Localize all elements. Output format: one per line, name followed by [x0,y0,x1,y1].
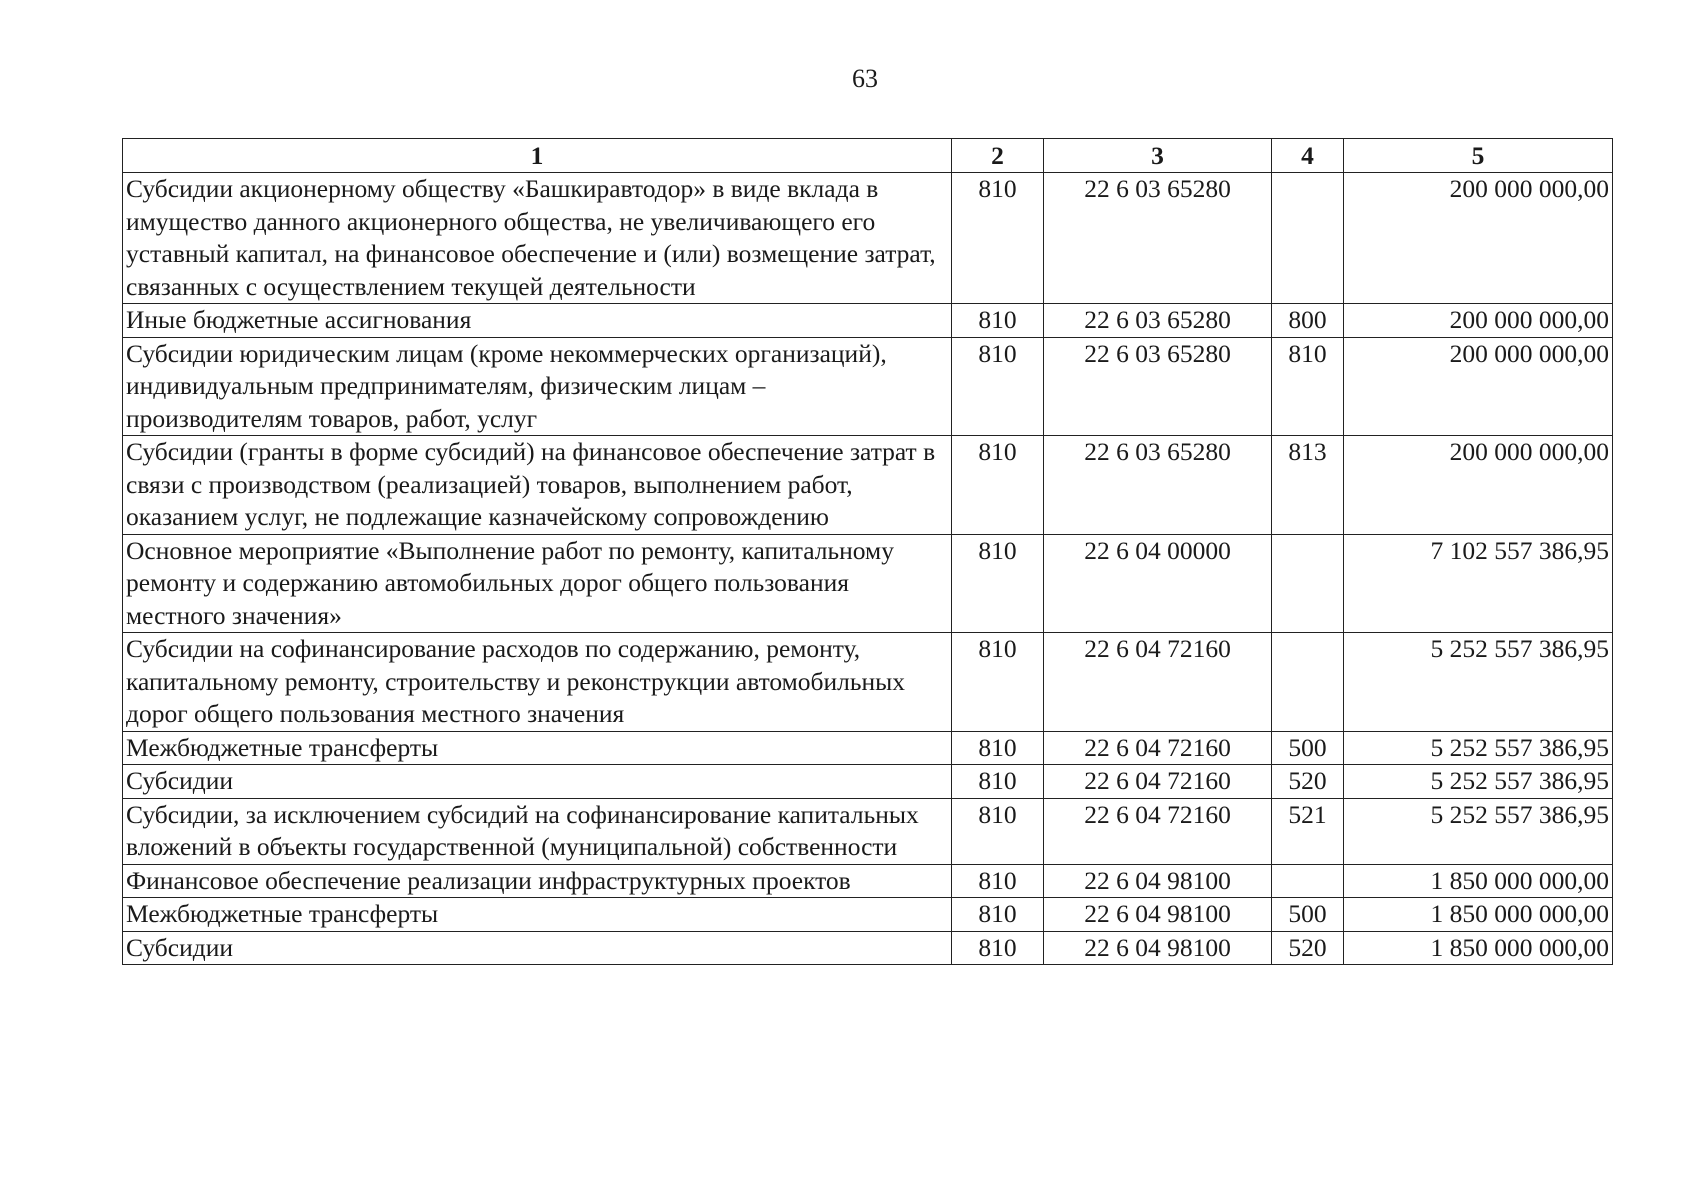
row-description: Субсидии акционерному обществу «Башкиравтодор» в виде вклада в имущество данного акционерного общества, не увеличивающего его уставный капитал, на финансовое обеспечение и (или) возмещение затрат, связанных с осуществлением текущей деятельности [123,173,952,304]
row-target-code: 22 6 03 65280 [1044,173,1272,304]
row-description: Субсидии, за исключением субсидий на софинансирование капитальных вложений в объекты государственной (муниципальной) собственности [123,798,952,864]
row-description: Субсидии [123,931,952,965]
row-description: Межбюджетные трансферты [123,731,952,765]
row-amount: 200 000 000,00 [1344,173,1613,304]
row-department-code: 810 [952,798,1044,864]
row-amount: 5 252 557 386,95 [1344,765,1613,799]
row-expense-type: 521 [1272,798,1344,864]
row-amount: 1 850 000 000,00 [1344,898,1613,932]
row-department-code: 810 [952,731,1044,765]
row-description: Финансовое обеспечение реализации инфраструктурных проектов [123,864,952,898]
row-amount: 5 252 557 386,95 [1344,633,1613,732]
table-row [123,534,1613,633]
row-expense-type: 800 [1272,304,1344,338]
row-description: Межбюджетные трансферты [123,898,952,932]
table-row [123,898,1613,932]
row-expense-type: 500 [1272,731,1344,765]
row-amount: 5 252 557 386,95 [1344,798,1613,864]
page-number: 63 [852,64,878,93]
header-col-1: 1 [123,139,952,173]
table-row [123,436,1613,535]
row-description: Субсидии на софинансирование расходов по содержанию, ремонту, капитальному ремонту, строительству и реконструкции автомобильных дорог общего пользования местного значения [123,633,952,732]
row-amount: 1 850 000 000,00 [1344,864,1613,898]
row-description: Субсидии юридическим лицам (кроме некоммерческих организаций), индивидуальным предпринимателям, физическим лицам – производителям товаров, работ, услуг [123,337,952,436]
row-expense-type [1272,633,1344,732]
row-target-code: 22 6 04 98100 [1044,898,1272,932]
table-row [123,798,1613,864]
row-department-code: 810 [952,931,1044,965]
row-department-code: 810 [952,337,1044,436]
table-row [123,931,1613,965]
row-amount: 200 000 000,00 [1344,436,1613,535]
row-expense-type: 813 [1272,436,1344,535]
row-expense-type [1272,864,1344,898]
table-row [123,864,1613,898]
row-amount: 200 000 000,00 [1344,304,1613,338]
row-amount: 5 252 557 386,95 [1344,731,1613,765]
row-amount: 200 000 000,00 [1344,337,1613,436]
row-target-code: 22 6 04 72160 [1044,798,1272,864]
row-department-code: 810 [952,765,1044,799]
row-target-code: 22 6 04 72160 [1044,765,1272,799]
row-description: Основное мероприятие «Выполнение работ по ремонту, капитальному ремонту и содержанию автомобильных дорог общего пользования местного значения» [123,534,952,633]
header-col-2: 2 [952,139,1044,173]
row-department-code: 810 [952,173,1044,304]
table-header-row [123,139,1613,173]
table-row [123,731,1613,765]
row-target-code: 22 6 04 72160 [1044,633,1272,732]
table-row [123,765,1613,799]
table-row [123,304,1613,338]
table-row [123,633,1613,732]
budget-table [122,138,1613,965]
row-target-code: 22 6 03 65280 [1044,304,1272,338]
row-department-code: 810 [952,898,1044,932]
row-amount: 7 102 557 386,95 [1344,534,1613,633]
header-col-3: 3 [1044,139,1272,173]
row-expense-type: 520 [1272,765,1344,799]
row-expense-type [1272,534,1344,633]
row-description: Субсидии (гранты в форме субсидий) на финансовое обеспечение затрат в связи с производством (реализацией) товаров, выполнением работ, оказанием услуг, не подлежащие казначейскому сопровождению [123,436,952,535]
row-target-code: 22 6 03 65280 [1044,337,1272,436]
row-department-code: 810 [952,534,1044,633]
row-department-code: 810 [952,304,1044,338]
row-target-code: 22 6 04 72160 [1044,731,1272,765]
row-target-code: 22 6 04 00000 [1044,534,1272,633]
row-target-code: 22 6 04 98100 [1044,864,1272,898]
row-expense-type: 810 [1272,337,1344,436]
row-description: Субсидии [123,765,952,799]
row-expense-type: 500 [1272,898,1344,932]
row-department-code: 810 [952,436,1044,535]
row-description: Иные бюджетные ассигнования [123,304,952,338]
table-row [123,337,1613,436]
row-department-code: 810 [952,633,1044,732]
row-expense-type: 520 [1272,931,1344,965]
row-amount: 1 850 000 000,00 [1344,931,1613,965]
row-expense-type [1272,173,1344,304]
row-target-code: 22 6 04 98100 [1044,931,1272,965]
header-col-4: 4 [1272,139,1344,173]
header-col-5: 5 [1344,139,1613,173]
table-row [123,173,1613,304]
row-target-code: 22 6 03 65280 [1044,436,1272,535]
row-department-code: 810 [952,864,1044,898]
